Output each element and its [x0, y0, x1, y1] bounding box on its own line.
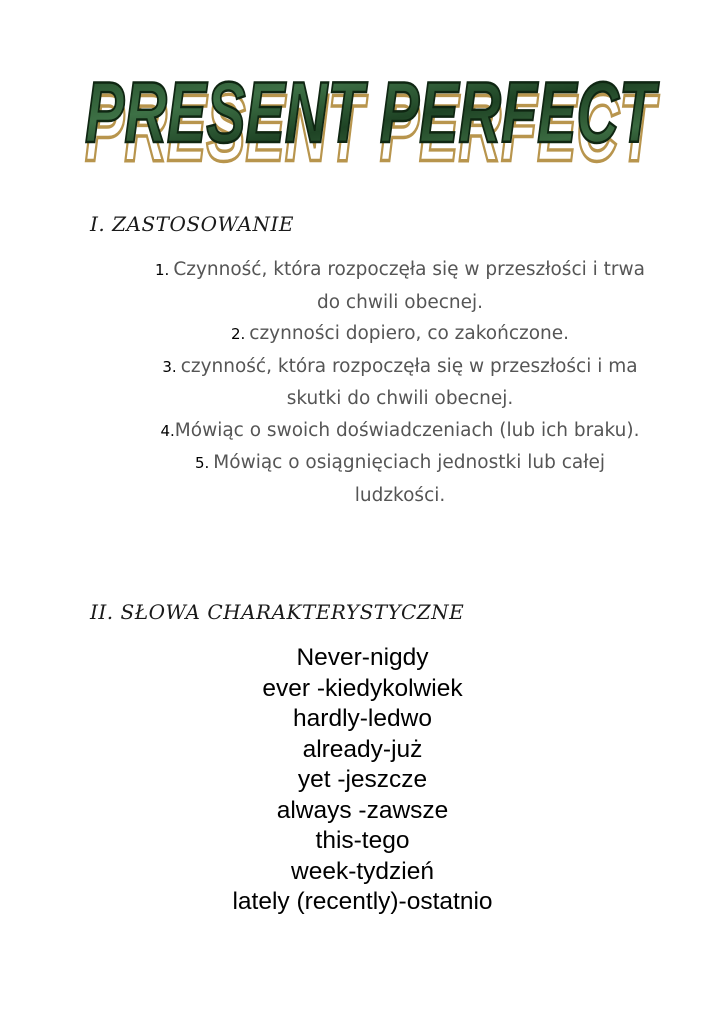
usage-item-3 [150, 351, 650, 415]
section-heading-words: II. SŁOWA CHARAKTERYSTYCZNE [90, 600, 465, 624]
word-item: week-tydzień [291, 857, 434, 885]
usage-item-text: czynność, która rozpoczęła się w przeszłości i ma skutki do chwili obecnej. [180, 355, 638, 409]
title-shadow: PRESENT PERFECT [84, 75, 660, 175]
usage-item-text: czynności dopiero, co zakończone. [249, 323, 570, 344]
section-heading-usage: I. ZASTOSOWANIE [90, 212, 294, 236]
usage-item-number: 4. [160, 421, 175, 440]
word-item: this-tego [315, 827, 410, 854]
usage-item-2 [150, 318, 650, 351]
usage-item-text: Mówiąc o osiągnięciach jednostki lub całej ludzkości. [213, 452, 605, 506]
word-item: Never-nigdy [296, 644, 429, 671]
usage-item-text: Mówiąc o swoich doświadczeniach (lub ich braku). [174, 419, 640, 441]
usage-item-number: 5. [194, 454, 210, 472]
usage-item-4 [150, 415, 650, 448]
title-wordart-graphic [70, 40, 670, 175]
usage-item-5 [150, 447, 650, 511]
usage-item-1 [150, 254, 650, 318]
usage-item-number: 1. [155, 261, 170, 279]
word-item: lately (recently)-ostatnio [232, 888, 493, 915]
usage-item-number: 2. [230, 325, 246, 343]
title-text: PRESENT PERFECT [85, 65, 660, 161]
word-item: hardly-ledwo [293, 705, 432, 732]
word-item: ever -kiedykolwiek [262, 674, 463, 702]
usage-list [150, 254, 650, 511]
words-list [100, 643, 625, 918]
word-item: yet -jeszcze [297, 766, 428, 793]
usage-item-number: 3. [162, 357, 177, 376]
word-item: already-już [302, 735, 423, 763]
title-wordart [70, 40, 670, 175]
usage-item-text: Czynność, która rozpoczęła się w przeszłości i trwa do chwili obecnej. [173, 259, 645, 313]
word-item: always -zawsze [276, 796, 449, 824]
